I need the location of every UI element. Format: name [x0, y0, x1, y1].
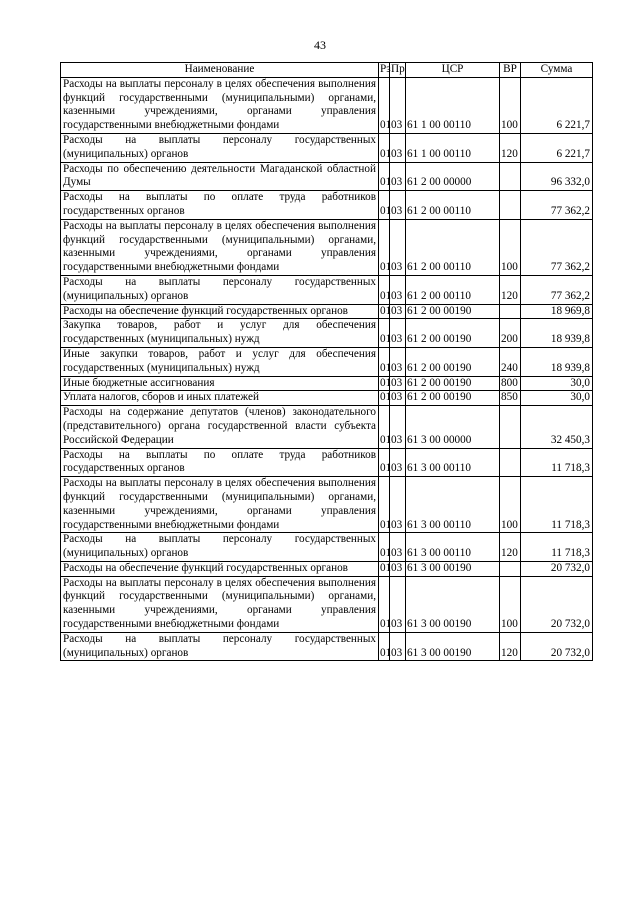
row-pr-cell: 03 [390, 561, 406, 576]
row-csr-cell: 61 3 00 00190 [406, 561, 500, 576]
row-sum-cell: 20 732,0 [521, 576, 593, 632]
row-pr-cell: 03 [390, 533, 406, 562]
row-vr-cell [500, 191, 521, 220]
row-csr-cell: 61 3 00 00110 [406, 477, 500, 533]
row-rz-cell: 01 [379, 561, 390, 576]
table-row [61, 275, 593, 304]
row-vr-cell: 800 [500, 376, 521, 391]
row-csr-cell: 61 3 00 00110 [406, 448, 500, 477]
table-row [61, 477, 593, 533]
row-pr-cell: 03 [390, 376, 406, 391]
row-rz-cell: 01 [379, 632, 390, 661]
header-csr: ЦСР [406, 63, 500, 78]
row-pr-cell: 03 [390, 319, 406, 348]
page-number: 43 [314, 38, 326, 52]
table-row [61, 133, 593, 162]
row-vr-cell: 120 [500, 533, 521, 562]
row-rz-cell: 01 [379, 77, 390, 133]
row-rz-cell: 01 [379, 391, 390, 406]
row-rz-cell: 01 [379, 304, 390, 319]
row-vr-cell [500, 304, 521, 319]
row-vr-cell: 100 [500, 77, 521, 133]
row-pr-cell: 03 [390, 347, 406, 376]
row-vr-cell: 120 [500, 133, 521, 162]
row-rz-cell: 01 [379, 133, 390, 162]
row-name-cell: Расходы на выплаты персоналу в целях обеспечения выполнения функций государственными (муниципальными) органами, казенными учреждениями, органами управления государственными внебюджетными фондами [61, 219, 379, 275]
row-sum-cell: 20 732,0 [521, 561, 593, 576]
row-vr-cell: 100 [500, 576, 521, 632]
table-row [61, 406, 593, 448]
row-sum-cell: 6 221,7 [521, 77, 593, 133]
table-body [61, 77, 593, 661]
row-vr-cell: 100 [500, 219, 521, 275]
row-pr-cell: 03 [390, 304, 406, 319]
row-name-cell: Уплата налогов, сборов и иных платежей [61, 391, 379, 406]
row-csr-cell: 61 2 00 00190 [406, 391, 500, 406]
row-pr-cell: 03 [390, 448, 406, 477]
row-pr-cell: 03 [390, 162, 406, 191]
table-row [61, 219, 593, 275]
row-vr-cell: 240 [500, 347, 521, 376]
row-vr-cell: 850 [500, 391, 521, 406]
row-csr-cell: 61 2 00 00110 [406, 191, 500, 220]
row-vr-cell: 120 [500, 275, 521, 304]
header-name: Наименование [61, 63, 379, 78]
row-sum-cell: 11 718,3 [521, 477, 593, 533]
row-vr-cell [500, 162, 521, 191]
row-pr-cell: 03 [390, 191, 406, 220]
row-pr-cell: 03 [390, 133, 406, 162]
table-row [61, 347, 593, 376]
row-sum-cell: 96 332,0 [521, 162, 593, 191]
row-sum-cell: 18 939,8 [521, 319, 593, 348]
table-header-row [61, 63, 593, 78]
row-name-cell: Закупка товаров, работ и услуг для обеспечения государственных (муниципальных) нужд [61, 319, 379, 348]
row-sum-cell: 77 362,2 [521, 219, 593, 275]
row-sum-cell: 18 969,8 [521, 304, 593, 319]
row-sum-cell: 77 362,2 [521, 191, 593, 220]
row-rz-cell: 01 [379, 275, 390, 304]
row-rz-cell: 01 [379, 477, 390, 533]
row-csr-cell: 61 2 00 00190 [406, 347, 500, 376]
row-sum-cell: 30,0 [521, 391, 593, 406]
budget-table [60, 62, 593, 661]
row-name-cell: Расходы на выплаты персоналу государственных (муниципальных) органов [61, 533, 379, 562]
row-vr-cell [500, 448, 521, 477]
row-csr-cell: 61 1 00 00110 [406, 77, 500, 133]
row-csr-cell: 61 2 00 00000 [406, 162, 500, 191]
row-sum-cell: 6 221,7 [521, 133, 593, 162]
row-rz-cell: 01 [379, 319, 390, 348]
header-rz: Рз [379, 63, 390, 78]
row-name-cell: Расходы на содержание депутатов (членов) законодательного (представительного) органа государственной власти субъекта Российской Федерации [61, 406, 379, 448]
row-name-cell: Расходы на выплаты персоналу государственных (муниципальных) органов [61, 632, 379, 661]
row-csr-cell: 61 3 00 00000 [406, 406, 500, 448]
row-name-cell: Расходы по обеспечению деятельности Магаданской областной Думы [61, 162, 379, 191]
row-vr-cell: 100 [500, 477, 521, 533]
row-rz-cell: 01 [379, 376, 390, 391]
row-sum-cell: 18 939,8 [521, 347, 593, 376]
row-pr-cell: 03 [390, 275, 406, 304]
table-row [61, 632, 593, 661]
row-csr-cell: 61 3 00 00110 [406, 533, 500, 562]
row-rz-cell: 01 [379, 219, 390, 275]
table-row [61, 448, 593, 477]
header-sum: Сумма [521, 63, 593, 78]
row-rz-cell: 01 [379, 576, 390, 632]
row-pr-cell: 03 [390, 477, 406, 533]
table-row [61, 561, 593, 576]
row-vr-cell: 120 [500, 632, 521, 661]
row-name-cell: Расходы на выплаты персоналу в целях обеспечения выполнения функций государственными (муниципальными) органами, казенными учреждениями, органами управления государственными внебюджетными фондами [61, 576, 379, 632]
row-pr-cell: 03 [390, 391, 406, 406]
row-sum-cell: 32 450,3 [521, 406, 593, 448]
row-sum-cell: 20 732,0 [521, 632, 593, 661]
table-row [61, 162, 593, 191]
header-vr: ВР [500, 63, 521, 78]
row-rz-cell: 01 [379, 406, 390, 448]
row-pr-cell: 03 [390, 632, 406, 661]
row-csr-cell: 61 2 00 00110 [406, 219, 500, 275]
row-csr-cell: 61 3 00 00190 [406, 576, 500, 632]
row-pr-cell: 03 [390, 219, 406, 275]
row-csr-cell: 61 1 00 00110 [406, 133, 500, 162]
row-sum-cell: 11 718,3 [521, 533, 593, 562]
row-csr-cell: 61 2 00 00190 [406, 376, 500, 391]
row-pr-cell: 03 [390, 576, 406, 632]
row-sum-cell: 77 362,2 [521, 275, 593, 304]
row-sum-cell: 30,0 [521, 376, 593, 391]
row-rz-cell: 01 [379, 347, 390, 376]
row-csr-cell: 61 3 00 00190 [406, 632, 500, 661]
row-vr-cell [500, 561, 521, 576]
row-rz-cell: 01 [379, 533, 390, 562]
row-name-cell: Иные бюджетные ассигнования [61, 376, 379, 391]
row-name-cell: Расходы на обеспечение функций государственных органов [61, 561, 379, 576]
table-row [61, 191, 593, 220]
row-name-cell: Расходы на выплаты по оплате труда работников государственных органов [61, 448, 379, 477]
row-rz-cell: 01 [379, 162, 390, 191]
row-vr-cell [500, 406, 521, 448]
row-vr-cell: 200 [500, 319, 521, 348]
row-name-cell: Расходы на выплаты персоналу в целях обеспечения выполнения функций государственными (муниципальными) органами, казенными учреждениями, органами управления государственными внебюджетными фондами [61, 77, 379, 133]
table-row [61, 533, 593, 562]
row-rz-cell: 01 [379, 191, 390, 220]
row-name-cell: Расходы на выплаты персоналу государственных (муниципальных) органов [61, 275, 379, 304]
row-pr-cell: 03 [390, 406, 406, 448]
row-csr-cell: 61 2 00 00110 [406, 275, 500, 304]
table-row [61, 319, 593, 348]
row-name-cell: Расходы на выплаты персоналу в целях обеспечения выполнения функций государственными (муниципальными) органами, казенными учреждениями, органами управления государственными внебюджетными фондами [61, 477, 379, 533]
row-csr-cell: 61 2 00 00190 [406, 319, 500, 348]
table-row [61, 304, 593, 319]
row-name-cell: Расходы на выплаты персоналу государственных (муниципальных) органов [61, 133, 379, 162]
row-rz-cell: 01 [379, 448, 390, 477]
table-row [61, 391, 593, 406]
table-row [61, 376, 593, 391]
row-pr-cell: 03 [390, 77, 406, 133]
row-name-cell: Иные закупки товаров, работ и услуг для обеспечения государственных (муниципальных) нужд [61, 347, 379, 376]
row-csr-cell: 61 2 00 00190 [406, 304, 500, 319]
row-sum-cell: 11 718,3 [521, 448, 593, 477]
row-name-cell: Расходы на выплаты по оплате труда работников государственных органов [61, 191, 379, 220]
row-name-cell: Расходы на обеспечение функций государственных органов [61, 304, 379, 319]
table-row [61, 576, 593, 632]
header-pr: Пр [390, 63, 406, 78]
table-row [61, 77, 593, 133]
